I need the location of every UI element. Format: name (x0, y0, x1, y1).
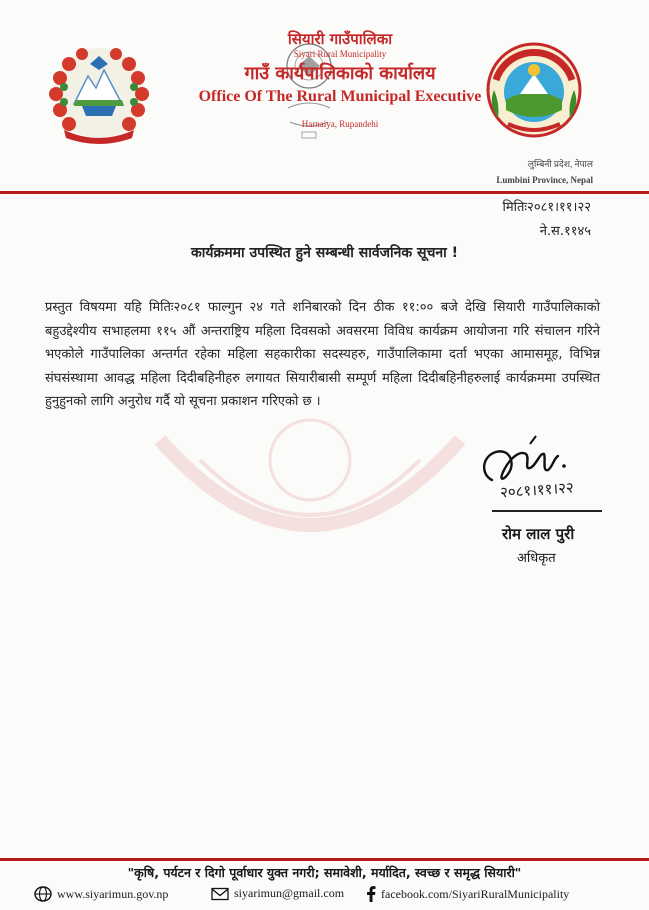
footer-divider (0, 858, 649, 861)
municipality-name-en: Siyari Rural Municipality (293, 49, 387, 59)
globe-icon (34, 886, 52, 902)
facebook-icon (366, 886, 376, 902)
letter-meta (503, 196, 591, 244)
signer-title: अधिकृत (517, 551, 556, 566)
header-divider (0, 191, 649, 194)
footer-motto: "कृषि, पर्यटन र दिगो पूर्वाधार युक्त नगरी; समावेशी, मर्यादित, स्वच्छ र समृद्ध सियारी" (127, 865, 522, 880)
footer-contacts (34, 886, 634, 906)
signer-name: रोम लाल पुरी (502, 525, 575, 543)
envelope-icon (211, 887, 229, 901)
watermark-seal (140, 400, 480, 600)
letterhead (0, 0, 649, 195)
contact-facebook[interactable] (366, 886, 569, 902)
website-link[interactable]: www.siyarimun.gov.np (57, 886, 169, 901)
facebook-link[interactable]: facebook.com/SiyariRuralMunicipality (381, 886, 570, 901)
signature-date: २०८१।११।२२ (499, 478, 575, 502)
siyari-municipality-logo (484, 40, 584, 140)
office-address: Harnaiya, Rupandehi (301, 119, 379, 129)
municipality-name-np: सियारी गाउँपालिका (287, 30, 393, 48)
nepal-emblem-logo (42, 42, 157, 147)
contact-email[interactable] (211, 886, 344, 901)
email-link[interactable]: siyarimun@gmail.com (234, 886, 345, 900)
office-name-en: Office Of The Rural Municipal Executive (198, 88, 482, 105)
province-block (496, 156, 593, 188)
letter-ref-number: ने.स.११४५ (539, 224, 591, 239)
notice-subject: कार्यक्रममा उपस्थित हुने सम्बन्धी सार्वजनिक सूचना ! (190, 245, 459, 261)
signature-line (492, 510, 602, 512)
province-en: Lumbini Province, Nepal (496, 175, 593, 185)
letterhead-title-block (150, 30, 530, 130)
letter-date: मितिः२०८१।११।२२ (502, 200, 591, 215)
office-name-np: गाउँ कार्यपालिकाको कार्यालय (244, 63, 436, 84)
contact-website[interactable] (34, 886, 168, 902)
province-np: लुम्बिनी प्रदेश, नेपाल (527, 159, 593, 169)
notice-body: प्रस्तुत विषयमा यहि मितिः२०८१ फाल्गुन २४ गते शनिबारको दिन ठीक ११:०० बजे देखि सियारी गाउँपालिकाको बहुउद्देश्यीय सभाहलमा ११५ औं अन्तराष्ट्रिय महिला दिवसको अवसरमा विविध कार्यक्रम आयोजना गरि संचालन गरिने भएकोले गाउँपालिका अन्तर्गत रहेका महिला सहकारीका सदस्यहरु, गाउँपालिकामा दर्ता भएका आमासमूह, विभिन्न संघसंस्थामा आवद्ध महिला दिदीबहिनीहरु लगायत सियारीबासी सम्पूर्ण महिला दिदीबहिनीहरुलाई कार्यक्रममा उपस्थित हुनुहुनको लागि अनुरोध गर्दै यो सूचना प्रकाशन गरिएको छ । (45, 300, 600, 410)
